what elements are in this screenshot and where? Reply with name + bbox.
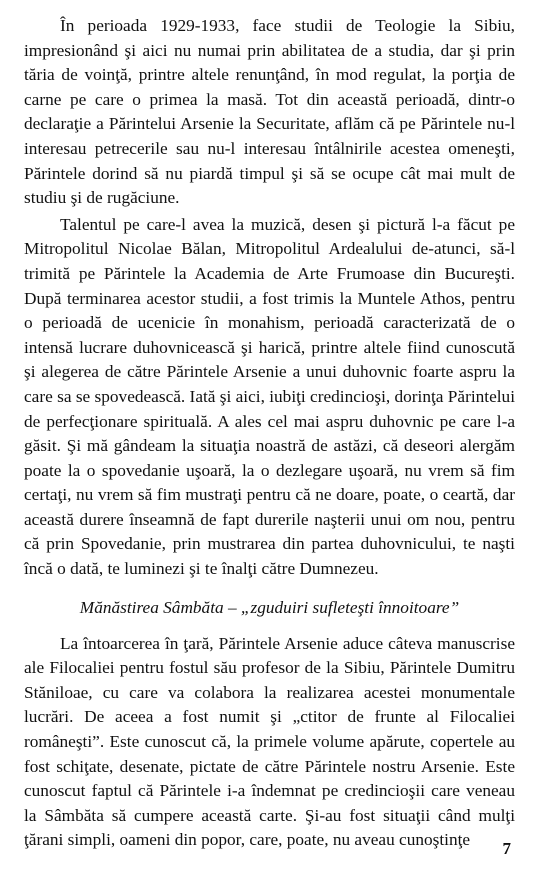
- body-paragraph: În perioada 1929-1933, face studii de Teologie la Sibiu, impresionând şi aici nu numai prin abilitatea de a studia, dar şi prin tăria de voinţă, printre altele renunţând, în mod regulat, la porţia de carne pe care o primea la masă. Tot din această perioadă, dintr-o declaraţie a Părintelui Arsenie la Securitate, aflăm că pe Părintele nu-l interesau petrecerile sau nu-l interesau întâlnirile acestea omeneşti, Părintele dorind să nu piardă timpul şi să se ocupe cât mai mult de studiu şi de rugăciune.: [24, 16, 515, 208]
- body-paragraph: Talentul pe care-l avea la muzică, desen şi pictură l-a făcut pe Mitropolitul Nicolae Bălan, Mitropolitul Ardealului de-atunci, să-l trimită pe Părintele la Academia de Arte Frumoase din Bucureşti. După terminarea acestor studii, a fost trimis la Muntele Athos, pentru o perioadă de ucenicie în monahism, perioadă caracterizată de o intensă lucrare duhovnicească şi harică, printre altele fiind cunoscută şi alegerea de către Părintele Arsenie a unui duhovnic foarte aspru la care sa se spovedească. Iată şi aici, iubiţi credincioşi, dorinţa Părintelui de perfecţionare spirituală. A ales cel mai aspru duhovnic pe care l-a găsit. Şi mă gândeam la situaţia noastră de astăzi, că deseori alergăm poate la o spovedanie uşoară, la o dezlegare uşoară, nu vrem să fim certaţi, nu vrem să fim mustraţi pentru că ne doare, poate, o ceartă, dar această durere înseamnă de fapt durerile naşterii unui om nou, pentru că prin Spovedanie, prin mustrarea din partea duhovnicului, te naşti încă o dată, te luminezi şi te înalţi către Dumnezeu.: [24, 214, 515, 579]
- page-number: 7: [502, 839, 511, 858]
- body-paragraph: La întoarcerea în ţară, Părintele Arsenie aduce câteva manuscrise ale Filocaliei pentru fostul său profesor de la Sibiu, Părintele Dumitru Stăniloae, cu care va colabora la realizarea acestei monumentale lucrări. De aceea a fost numit şi „ctitor de frunte al Filocaliei româneşti”. Este cunoscut că, la primele volume apărute, copertele au fost schiţate, desenate, pictate de către Părintele nostru Arsenie. Este cunoscut faptul că Părintele i-a îndemnat pe credincioşii care veneau la Sâmbăta să cumpere această carte. Şi-au fost situaţii când mulţi ţărani simpli, oameni din popor, care, poate, nu aveau cunoştinţe: [24, 633, 515, 850]
- section-title: Mănăstirea Sâmbăta – „zguduiri sufleteşti înnoitoare”: [79, 597, 460, 617]
